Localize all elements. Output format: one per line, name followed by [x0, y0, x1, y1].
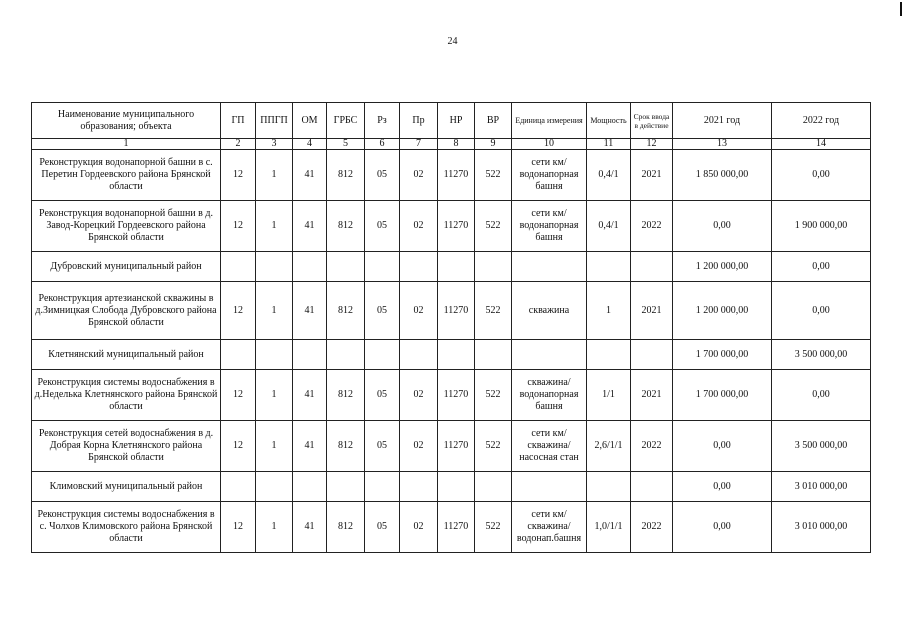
cell-pr [400, 472, 438, 502]
header-name: Наименование муниципального образования; объекта [32, 103, 221, 139]
cell-om: 41 [293, 370, 327, 421]
cell-capacity [587, 340, 631, 370]
cell-grbs [327, 252, 365, 282]
cell-y2021: 0,00 [673, 201, 772, 252]
cell-om [293, 340, 327, 370]
project-row [32, 421, 871, 472]
cell-vr [475, 472, 512, 502]
column-index-cell: 1 [32, 139, 221, 150]
cell-vr: 522 [475, 150, 512, 201]
header-2022: 2022 год [772, 103, 871, 139]
cell-grbs: 812 [327, 502, 365, 553]
header-rz: Рз [365, 103, 400, 139]
cell-term: 2021 [631, 150, 673, 201]
cell-unit: сети км/водонапорная башня [512, 150, 587, 201]
cell-np [438, 252, 475, 282]
cell-unit: скважина [512, 282, 587, 340]
cell-unit: сети км/скважина/водонап.башня [512, 502, 587, 553]
cell-np: 11270 [438, 150, 475, 201]
cell-np [438, 472, 475, 502]
header-2021: 2021 год [673, 103, 772, 139]
cell-y2022: 0,00 [772, 282, 871, 340]
cell-grbs [327, 472, 365, 502]
cell-rz [365, 252, 400, 282]
cell-vr: 522 [475, 282, 512, 340]
cell-pr: 02 [400, 201, 438, 252]
cell-y2021: 0,00 [673, 502, 772, 553]
cell-unit [512, 472, 587, 502]
project-name: Реконструкция системы водоснабжения в д.Неделька Клетнянского района Брянской области [32, 370, 221, 421]
cell-vr [475, 252, 512, 282]
header-capacity: Мощность [587, 103, 631, 139]
cell-y2022: 0,00 [772, 370, 871, 421]
cell-rz: 05 [365, 421, 400, 472]
cell-capacity [587, 252, 631, 282]
cell-y2021: 1 200 000,00 [673, 282, 772, 340]
cell-ppgp [256, 340, 293, 370]
cell-rz: 05 [365, 201, 400, 252]
cell-gp: 12 [221, 370, 256, 421]
cell-capacity: 1,0/1/1 [587, 502, 631, 553]
cell-grbs: 812 [327, 421, 365, 472]
district-row [32, 252, 871, 282]
project-row [32, 502, 871, 553]
cell-y2021: 1 700 000,00 [673, 370, 772, 421]
cell-om: 41 [293, 421, 327, 472]
cell-y2021: 0,00 [673, 472, 772, 502]
cell-gp [221, 340, 256, 370]
cell-vr: 522 [475, 370, 512, 421]
cell-y2022: 3 500 000,00 [772, 340, 871, 370]
cell-rz [365, 340, 400, 370]
cell-om: 41 [293, 150, 327, 201]
column-index-cell: 6 [365, 139, 400, 150]
cell-term: 2021 [631, 282, 673, 340]
cell-term [631, 252, 673, 282]
project-name: Реконструкция артезианской скважины в д.Зимницкая Слобода Дубровского района Брянской области [32, 282, 221, 340]
cell-vr: 522 [475, 201, 512, 252]
cell-y2022: 0,00 [772, 252, 871, 282]
cell-gp [221, 472, 256, 502]
cell-term: 2022 [631, 421, 673, 472]
cell-capacity [587, 472, 631, 502]
cell-y2021: 1 850 000,00 [673, 150, 772, 201]
column-index-cell: 10 [512, 139, 587, 150]
cell-y2021: 1 700 000,00 [673, 340, 772, 370]
table-header-row [32, 103, 871, 139]
cell-rz: 05 [365, 370, 400, 421]
scan-edge-mark [900, 2, 902, 16]
column-index-cell: 5 [327, 139, 365, 150]
project-name: Реконструкция системы водоснабжения в с. Чолхов Климовского района Брянской области [32, 502, 221, 553]
cell-np: 11270 [438, 502, 475, 553]
cell-unit [512, 340, 587, 370]
column-index-cell: 11 [587, 139, 631, 150]
header-gp: ГП [221, 103, 256, 139]
cell-ppgp: 1 [256, 421, 293, 472]
cell-gp: 12 [221, 201, 256, 252]
cell-unit: скважина/водонапорная башня [512, 370, 587, 421]
district-row [32, 340, 871, 370]
budget-table [31, 102, 871, 553]
cell-om: 41 [293, 282, 327, 340]
column-index-cell: 7 [400, 139, 438, 150]
cell-grbs: 812 [327, 282, 365, 340]
cell-gp [221, 252, 256, 282]
cell-capacity: 1/1 [587, 370, 631, 421]
cell-om [293, 252, 327, 282]
cell-ppgp: 1 [256, 370, 293, 421]
project-row [32, 201, 871, 252]
column-index-cell: 12 [631, 139, 673, 150]
header-om: ОМ [293, 103, 327, 139]
project-row [32, 150, 871, 201]
project-name: Реконструкция сетей водоснабжения в д. Добрая Корна Клетнянского района Брянской области [32, 421, 221, 472]
cell-unit: сети км/скважина/насосная стан [512, 421, 587, 472]
cell-y2022: 3 010 000,00 [772, 502, 871, 553]
column-index-cell: 3 [256, 139, 293, 150]
table-body [32, 150, 871, 553]
district-name: Климовский муниципальный район [32, 472, 221, 502]
cell-rz: 05 [365, 502, 400, 553]
column-index-cell: 9 [475, 139, 512, 150]
cell-gp: 12 [221, 502, 256, 553]
cell-unit [512, 252, 587, 282]
cell-capacity: 2,6/1/1 [587, 421, 631, 472]
cell-np: 11270 [438, 201, 475, 252]
cell-grbs: 812 [327, 201, 365, 252]
cell-term: 2021 [631, 370, 673, 421]
cell-np: 11270 [438, 282, 475, 340]
cell-om [293, 472, 327, 502]
project-name: Реконструкция водонапорной башни в д. Завод-Корецкий Гордеевского района Брянской области [32, 201, 221, 252]
cell-capacity: 1 [587, 282, 631, 340]
cell-ppgp [256, 252, 293, 282]
cell-capacity: 0,4/1 [587, 201, 631, 252]
cell-capacity: 0,4/1 [587, 150, 631, 201]
page-number: 24 [447, 36, 458, 47]
header-term: Срок ввода в действие [631, 103, 673, 139]
cell-grbs: 812 [327, 370, 365, 421]
header-pr: Пр [400, 103, 438, 139]
cell-gp: 12 [221, 282, 256, 340]
district-row [32, 472, 871, 502]
cell-y2022: 1 900 000,00 [772, 201, 871, 252]
cell-vr: 522 [475, 502, 512, 553]
project-name: Реконструкция водонапорной башни в с. Перетин Гордеевского района Брянской области [32, 150, 221, 201]
cell-y2022: 0,00 [772, 150, 871, 201]
header-grbs: ГРБС [327, 103, 365, 139]
cell-pr: 02 [400, 150, 438, 201]
cell-pr [400, 340, 438, 370]
cell-vr: 522 [475, 421, 512, 472]
header-vr: ВР [475, 103, 512, 139]
cell-np: 11270 [438, 421, 475, 472]
column-index-cell: 8 [438, 139, 475, 150]
header-unit: Единица измерения [512, 103, 587, 139]
cell-ppgp: 1 [256, 282, 293, 340]
cell-np [438, 340, 475, 370]
cell-om: 41 [293, 502, 327, 553]
cell-term [631, 340, 673, 370]
cell-rz [365, 472, 400, 502]
column-index-cell: 14 [772, 139, 871, 150]
cell-term: 2022 [631, 201, 673, 252]
cell-y2022: 3 010 000,00 [772, 472, 871, 502]
district-name: Дубровский муниципальный район [32, 252, 221, 282]
cell-unit: сети км/водонапорная башня [512, 201, 587, 252]
cell-vr [475, 340, 512, 370]
cell-y2021: 1 200 000,00 [673, 252, 772, 282]
column-index-row [32, 139, 871, 150]
column-index-cell: 13 [673, 139, 772, 150]
district-name: Клетнянский муниципальный район [32, 340, 221, 370]
cell-term [631, 472, 673, 502]
cell-rz: 05 [365, 150, 400, 201]
cell-ppgp: 1 [256, 150, 293, 201]
cell-rz: 05 [365, 282, 400, 340]
cell-pr: 02 [400, 370, 438, 421]
project-row [32, 282, 871, 340]
cell-gp: 12 [221, 150, 256, 201]
cell-grbs [327, 340, 365, 370]
cell-pr [400, 252, 438, 282]
cell-pr: 02 [400, 282, 438, 340]
cell-term: 2022 [631, 502, 673, 553]
cell-om: 41 [293, 201, 327, 252]
cell-grbs: 812 [327, 150, 365, 201]
cell-ppgp [256, 472, 293, 502]
project-row [32, 370, 871, 421]
cell-y2021: 0,00 [673, 421, 772, 472]
cell-pr: 02 [400, 502, 438, 553]
cell-y2022: 3 500 000,00 [772, 421, 871, 472]
column-index-cell: 4 [293, 139, 327, 150]
column-index-cell: 2 [221, 139, 256, 150]
header-np: НР [438, 103, 475, 139]
cell-ppgp: 1 [256, 201, 293, 252]
cell-np: 11270 [438, 370, 475, 421]
cell-ppgp: 1 [256, 502, 293, 553]
header-ppgp: ППГП [256, 103, 293, 139]
cell-gp: 12 [221, 421, 256, 472]
cell-pr: 02 [400, 421, 438, 472]
